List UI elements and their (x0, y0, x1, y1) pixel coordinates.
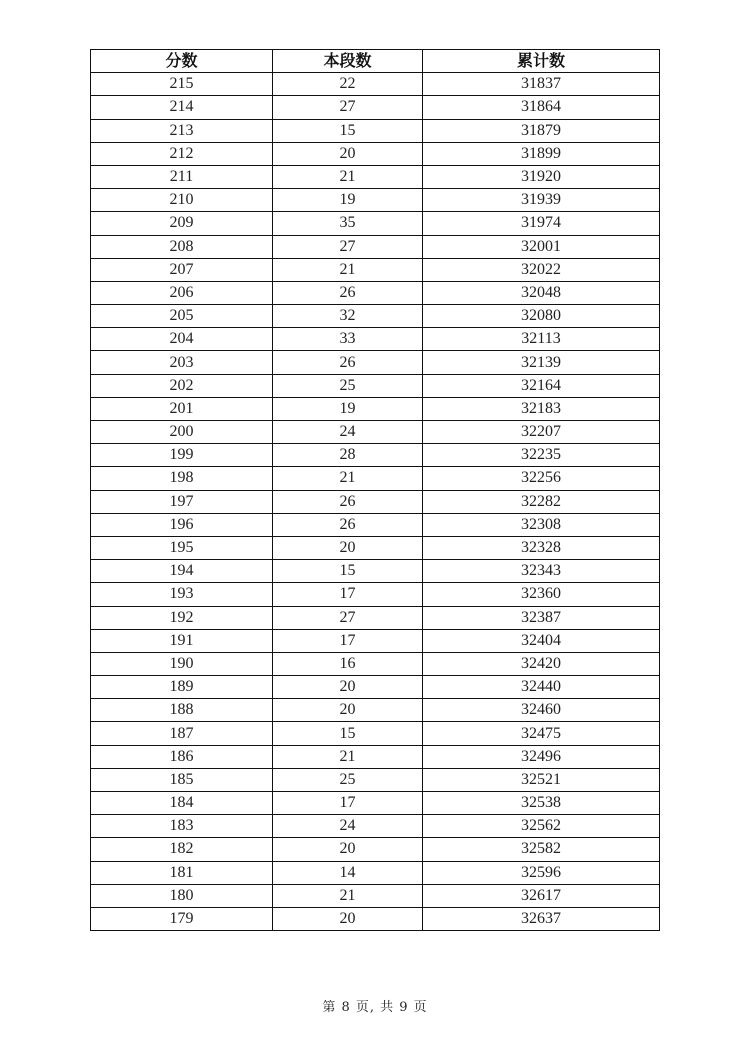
score-cell: 182 (91, 838, 273, 861)
cumulative-count-cell: 32048 (423, 281, 660, 304)
score-cell: 191 (91, 629, 273, 652)
segment-count-cell: 21 (273, 165, 423, 188)
cumulative-count-cell: 31974 (423, 212, 660, 235)
header-cumulative-count: 累计数 (423, 50, 660, 73)
table-row (91, 235, 660, 258)
table-row (91, 606, 660, 629)
score-cell: 188 (91, 699, 273, 722)
table-row (91, 281, 660, 304)
cumulative-count-cell: 32582 (423, 838, 660, 861)
score-cell: 210 (91, 189, 273, 212)
table-row (91, 305, 660, 328)
cumulative-count-cell: 32387 (423, 606, 660, 629)
segment-count-cell: 33 (273, 328, 423, 351)
segment-count-cell: 26 (273, 281, 423, 304)
score-cell: 202 (91, 374, 273, 397)
score-cell: 197 (91, 490, 273, 513)
cumulative-count-cell: 32328 (423, 536, 660, 559)
table-row (91, 884, 660, 907)
table-row (91, 583, 660, 606)
score-cell: 199 (91, 444, 273, 467)
segment-count-cell: 26 (273, 351, 423, 374)
table-row (91, 676, 660, 699)
table-row (91, 629, 660, 652)
score-cell: 206 (91, 281, 273, 304)
segment-count-cell: 20 (273, 907, 423, 930)
segment-count-cell: 15 (273, 119, 423, 142)
table-row (91, 652, 660, 675)
cumulative-count-cell: 32343 (423, 560, 660, 583)
header-segment-count: 本段数 (273, 50, 423, 73)
segment-count-cell: 17 (273, 629, 423, 652)
segment-count-cell: 21 (273, 258, 423, 281)
table-row (91, 73, 660, 96)
table-row (91, 745, 660, 768)
table-row (91, 699, 660, 722)
segment-count-cell: 14 (273, 861, 423, 884)
score-distribution-table (90, 49, 660, 931)
score-cell: 196 (91, 513, 273, 536)
score-cell: 209 (91, 212, 273, 235)
cumulative-count-cell: 32440 (423, 676, 660, 699)
score-cell: 179 (91, 907, 273, 930)
segment-count-cell: 35 (273, 212, 423, 235)
score-cell: 193 (91, 583, 273, 606)
segment-count-cell: 24 (273, 815, 423, 838)
table-row (91, 374, 660, 397)
cumulative-count-cell: 32113 (423, 328, 660, 351)
segment-count-cell: 21 (273, 884, 423, 907)
segment-count-cell: 28 (273, 444, 423, 467)
cumulative-count-cell: 32207 (423, 421, 660, 444)
segment-count-cell: 21 (273, 745, 423, 768)
table-row (91, 722, 660, 745)
segment-count-cell: 15 (273, 560, 423, 583)
table-row (91, 560, 660, 583)
score-cell: 198 (91, 467, 273, 490)
cumulative-count-cell: 31899 (423, 142, 660, 165)
cumulative-count-cell: 32404 (423, 629, 660, 652)
segment-count-cell: 21 (273, 467, 423, 490)
segment-count-cell: 25 (273, 768, 423, 791)
cumulative-count-cell: 32164 (423, 374, 660, 397)
table-row (91, 397, 660, 420)
table-row (91, 490, 660, 513)
cumulative-count-cell: 32538 (423, 792, 660, 815)
cumulative-count-cell: 32496 (423, 745, 660, 768)
score-cell: 213 (91, 119, 273, 142)
segment-count-cell: 20 (273, 699, 423, 722)
segment-count-cell: 27 (273, 606, 423, 629)
segment-count-cell: 32 (273, 305, 423, 328)
segment-count-cell: 16 (273, 652, 423, 675)
score-cell: 215 (91, 73, 273, 96)
table-row (91, 119, 660, 142)
score-cell: 200 (91, 421, 273, 444)
cumulative-count-cell: 32139 (423, 351, 660, 374)
score-cell: 190 (91, 652, 273, 675)
table-row (91, 815, 660, 838)
score-cell: 189 (91, 676, 273, 699)
cumulative-count-cell: 32256 (423, 467, 660, 490)
page-footer: 第 8 页, 共 9 页 (322, 1000, 428, 1015)
segment-count-cell: 25 (273, 374, 423, 397)
table-row (91, 258, 660, 281)
table-row (91, 351, 660, 374)
segment-count-cell: 24 (273, 421, 423, 444)
table-row (91, 328, 660, 351)
cumulative-count-cell: 31920 (423, 165, 660, 188)
score-cell: 180 (91, 884, 273, 907)
score-cell: 211 (91, 165, 273, 188)
table-row (91, 444, 660, 467)
cumulative-count-cell: 32282 (423, 490, 660, 513)
score-cell: 195 (91, 536, 273, 559)
segment-count-cell: 19 (273, 397, 423, 420)
segment-count-cell: 20 (273, 142, 423, 165)
table-row (91, 421, 660, 444)
table-body (91, 73, 660, 931)
table-row (91, 142, 660, 165)
score-cell: 205 (91, 305, 273, 328)
table-row (91, 792, 660, 815)
score-cell: 187 (91, 722, 273, 745)
table-row (91, 96, 660, 119)
cumulative-count-cell: 32235 (423, 444, 660, 467)
cumulative-count-cell: 31864 (423, 96, 660, 119)
score-cell: 201 (91, 397, 273, 420)
cumulative-count-cell: 32080 (423, 305, 660, 328)
segment-count-cell: 20 (273, 838, 423, 861)
header-score: 分数 (91, 50, 273, 73)
segment-count-cell: 26 (273, 490, 423, 513)
cumulative-count-cell: 32637 (423, 907, 660, 930)
score-cell: 194 (91, 560, 273, 583)
cumulative-count-cell: 32596 (423, 861, 660, 884)
table-row (91, 907, 660, 930)
segment-count-cell: 22 (273, 73, 423, 96)
cumulative-count-cell: 32460 (423, 699, 660, 722)
cumulative-count-cell: 32562 (423, 815, 660, 838)
score-cell: 186 (91, 745, 273, 768)
cumulative-count-cell: 32183 (423, 397, 660, 420)
score-cell: 184 (91, 792, 273, 815)
table-row (91, 165, 660, 188)
table-row (91, 861, 660, 884)
cumulative-count-cell: 32617 (423, 884, 660, 907)
cumulative-count-cell: 31879 (423, 119, 660, 142)
table-row (91, 212, 660, 235)
score-cell: 204 (91, 328, 273, 351)
table-row (91, 513, 660, 536)
table-row (91, 838, 660, 861)
segment-count-cell: 27 (273, 96, 423, 119)
cumulative-count-cell: 31837 (423, 73, 660, 96)
segment-count-cell: 27 (273, 235, 423, 258)
cumulative-count-cell: 32475 (423, 722, 660, 745)
score-cell: 203 (91, 351, 273, 374)
cumulative-count-cell: 32022 (423, 258, 660, 281)
score-cell: 207 (91, 258, 273, 281)
table-row (91, 189, 660, 212)
segment-count-cell: 17 (273, 792, 423, 815)
segment-count-cell: 20 (273, 536, 423, 559)
cumulative-count-cell: 31939 (423, 189, 660, 212)
score-cell: 212 (91, 142, 273, 165)
segment-count-cell: 17 (273, 583, 423, 606)
table-row (91, 536, 660, 559)
score-cell: 185 (91, 768, 273, 791)
table-row (91, 467, 660, 490)
score-cell: 214 (91, 96, 273, 119)
segment-count-cell: 20 (273, 676, 423, 699)
table-header-row (91, 50, 660, 73)
score-cell: 192 (91, 606, 273, 629)
segment-count-cell: 15 (273, 722, 423, 745)
cumulative-count-cell: 32420 (423, 652, 660, 675)
table-row (91, 768, 660, 791)
score-cell: 208 (91, 235, 273, 258)
cumulative-count-cell: 32521 (423, 768, 660, 791)
cumulative-count-cell: 32001 (423, 235, 660, 258)
score-cell: 181 (91, 861, 273, 884)
cumulative-count-cell: 32360 (423, 583, 660, 606)
score-cell: 183 (91, 815, 273, 838)
cumulative-count-cell: 32308 (423, 513, 660, 536)
segment-count-cell: 26 (273, 513, 423, 536)
segment-count-cell: 19 (273, 189, 423, 212)
